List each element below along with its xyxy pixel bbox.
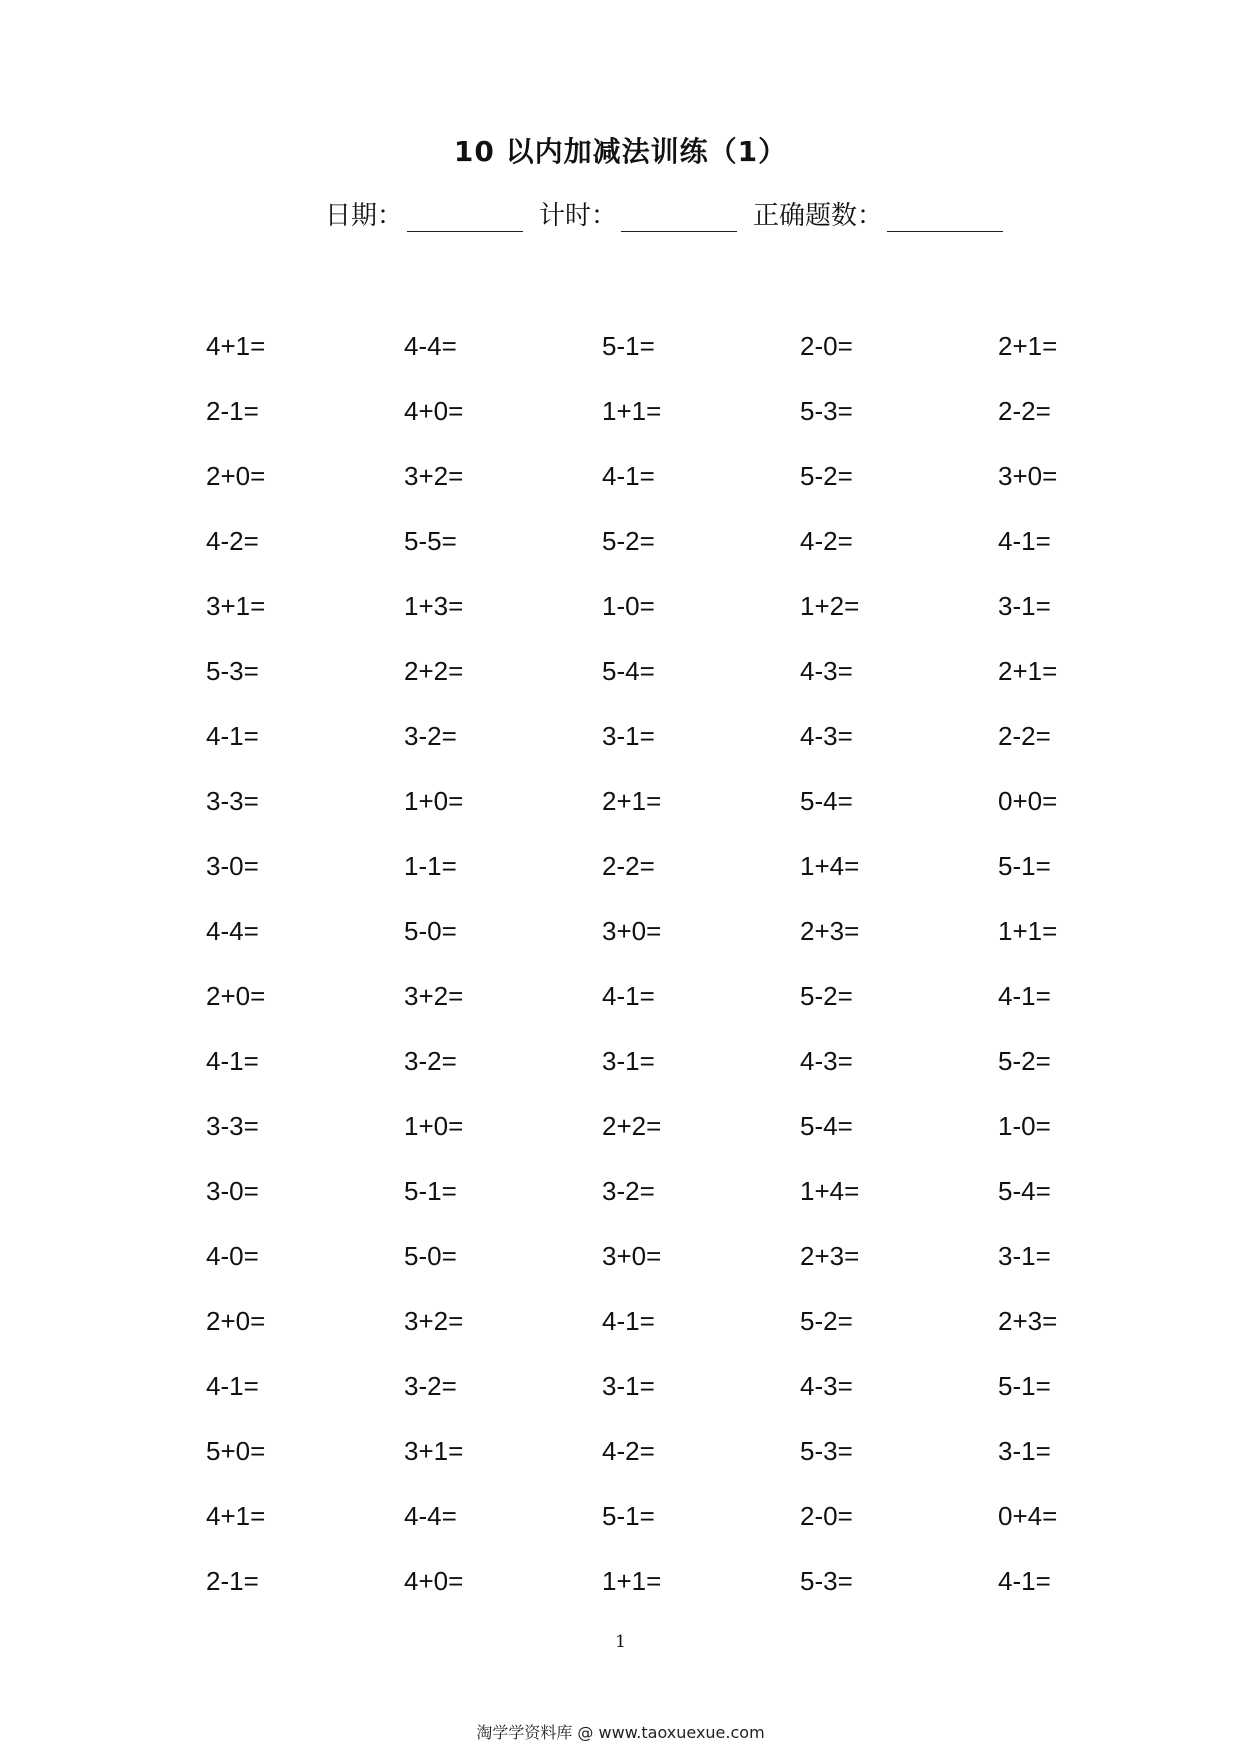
math-problem: 3+1= (404, 1436, 464, 1466)
math-problem: 3-2= (404, 1046, 457, 1076)
math-problem: 4-2= (800, 526, 853, 556)
math-problem: 3-3= (206, 1111, 259, 1141)
math-problem: 5-4= (998, 1176, 1051, 1206)
math-problem: 4+1= (206, 331, 266, 361)
page-title: 10 以内加减法训练（1） (453, 135, 788, 168)
math-problem: 3-2= (404, 1371, 457, 1401)
math-problem: 2+0= (206, 1306, 266, 1336)
math-problem: 3+0= (998, 461, 1058, 491)
date-label: 日期： (325, 201, 404, 231)
math-problem: 4-1= (998, 526, 1051, 556)
math-problem: 3-1= (602, 1371, 655, 1401)
math-problem: 2+1= (998, 331, 1058, 361)
math-problem: 4-2= (602, 1436, 655, 1466)
math-problem: 5-4= (800, 1111, 853, 1141)
math-problem: 5-1= (404, 1176, 457, 1206)
math-problem: 4-4= (404, 1501, 457, 1531)
math-problem: 2-1= (206, 396, 259, 426)
math-problem: 1+0= (404, 1111, 464, 1141)
math-problem: 5-3= (800, 396, 853, 426)
watermark-text: 淘学学资料库 @ www.taoxuexue.com (476, 1723, 765, 1742)
math-problem: 4-1= (206, 721, 259, 751)
math-problem: 3+2= (404, 981, 464, 1011)
math-problem: 1+4= (800, 1176, 860, 1206)
math-problem: 2+1= (998, 656, 1058, 686)
math-problem: 5-1= (998, 1371, 1051, 1401)
math-problem: 3+0= (602, 916, 662, 946)
math-problem: 4-1= (998, 981, 1051, 1011)
math-problem: 4-1= (602, 461, 655, 491)
math-problem: 5-0= (404, 1241, 457, 1271)
problem-grid (206, 326, 1196, 1626)
math-problem: 4+0= (404, 396, 464, 426)
info-line (325, 195, 1019, 232)
timer-blank (621, 201, 737, 232)
math-problem: 5-3= (800, 1436, 853, 1466)
correct-count-blank (887, 201, 1003, 232)
math-problem: 3-1= (602, 721, 655, 751)
math-problem: 5-2= (602, 526, 655, 556)
math-problem: 5-4= (602, 656, 655, 686)
math-problem: 2-2= (998, 396, 1051, 426)
math-problem: 2+3= (998, 1306, 1058, 1336)
math-problem: 1+3= (404, 591, 464, 621)
math-problem: 3-1= (602, 1046, 655, 1076)
math-problem: 1+1= (998, 916, 1058, 946)
math-problem: 0+0= (998, 786, 1058, 816)
math-problem: 4-3= (800, 1046, 853, 1076)
math-problem: 3-1= (998, 1436, 1051, 1466)
math-problem: 4-1= (206, 1371, 259, 1401)
math-problem: 3+2= (404, 1306, 464, 1336)
math-problem: 4-3= (800, 721, 853, 751)
correct-count-group (753, 195, 1003, 232)
math-problem: 2-1= (206, 1566, 259, 1596)
math-problem: 4-2= (206, 526, 259, 556)
math-problem: 3-3= (206, 786, 259, 816)
math-problem: 1-0= (998, 1111, 1051, 1141)
math-problem: 5-3= (206, 656, 259, 686)
timer-group (539, 195, 737, 232)
math-problem: 4-3= (800, 656, 853, 686)
math-problem: 0+4= (998, 1501, 1058, 1531)
math-problem: 5-2= (998, 1046, 1051, 1076)
math-problem: 2+3= (800, 916, 860, 946)
math-problem: 5-4= (800, 786, 853, 816)
math-problem: 4-1= (998, 1566, 1051, 1596)
math-problem: 2-2= (602, 851, 655, 881)
math-problem: 5-1= (602, 1501, 655, 1531)
date-blank (407, 201, 523, 232)
math-problem: 4-1= (602, 1306, 655, 1336)
math-problem: 4+0= (404, 1566, 464, 1596)
math-problem: 1+1= (602, 396, 662, 426)
math-problem: 3-1= (998, 1241, 1051, 1271)
math-problem: 1+0= (404, 786, 464, 816)
math-problem: 1-0= (602, 591, 655, 621)
math-problem: 5-1= (602, 331, 655, 361)
math-problem: 3-0= (206, 1176, 259, 1206)
math-problem: 1-1= (404, 851, 457, 881)
page-number: 1 (615, 1632, 626, 1652)
math-problem: 5-3= (800, 1566, 853, 1596)
math-problem: 3+1= (206, 591, 266, 621)
math-problem: 5-2= (800, 981, 853, 1011)
math-problem: 3+0= (602, 1241, 662, 1271)
math-problem: 2+0= (206, 981, 266, 1011)
math-problem: 1+1= (602, 1566, 662, 1596)
math-problem: 3-2= (602, 1176, 655, 1206)
date-group (325, 195, 523, 232)
correct-count-label: 正确题数： (753, 201, 884, 231)
math-problem: 5-2= (800, 1306, 853, 1336)
math-problem: 5-1= (998, 851, 1051, 881)
math-problem: 2-0= (800, 331, 853, 361)
math-problem: 5+0= (206, 1436, 266, 1466)
math-problem: 5-5= (404, 526, 457, 556)
math-problem: 1+4= (800, 851, 860, 881)
math-problem: 3+2= (404, 461, 464, 491)
math-problem: 4-1= (602, 981, 655, 1011)
math-problem: 2-0= (800, 1501, 853, 1531)
math-problem: 5-2= (800, 461, 853, 491)
math-problem: 4-4= (404, 331, 457, 361)
math-problem: 4-4= (206, 916, 259, 946)
math-problem: 2+0= (206, 461, 266, 491)
math-problem: 2+3= (800, 1241, 860, 1271)
math-problem: 4-0= (206, 1241, 259, 1271)
math-problem: 4-1= (206, 1046, 259, 1076)
math-problem: 2+2= (404, 656, 464, 686)
math-problem: 5-0= (404, 916, 457, 946)
math-problem: 2+2= (602, 1111, 662, 1141)
math-problem: 3-1= (998, 591, 1051, 621)
math-problem: 4+1= (206, 1501, 266, 1531)
math-problem: 2-2= (998, 721, 1051, 751)
math-problem: 1+2= (800, 591, 860, 621)
math-problem: 3-0= (206, 851, 259, 881)
math-problem: 3-2= (404, 721, 457, 751)
math-problem: 2+1= (602, 786, 662, 816)
timer-label: 计时： (539, 201, 618, 231)
math-problem: 4-3= (800, 1371, 853, 1401)
